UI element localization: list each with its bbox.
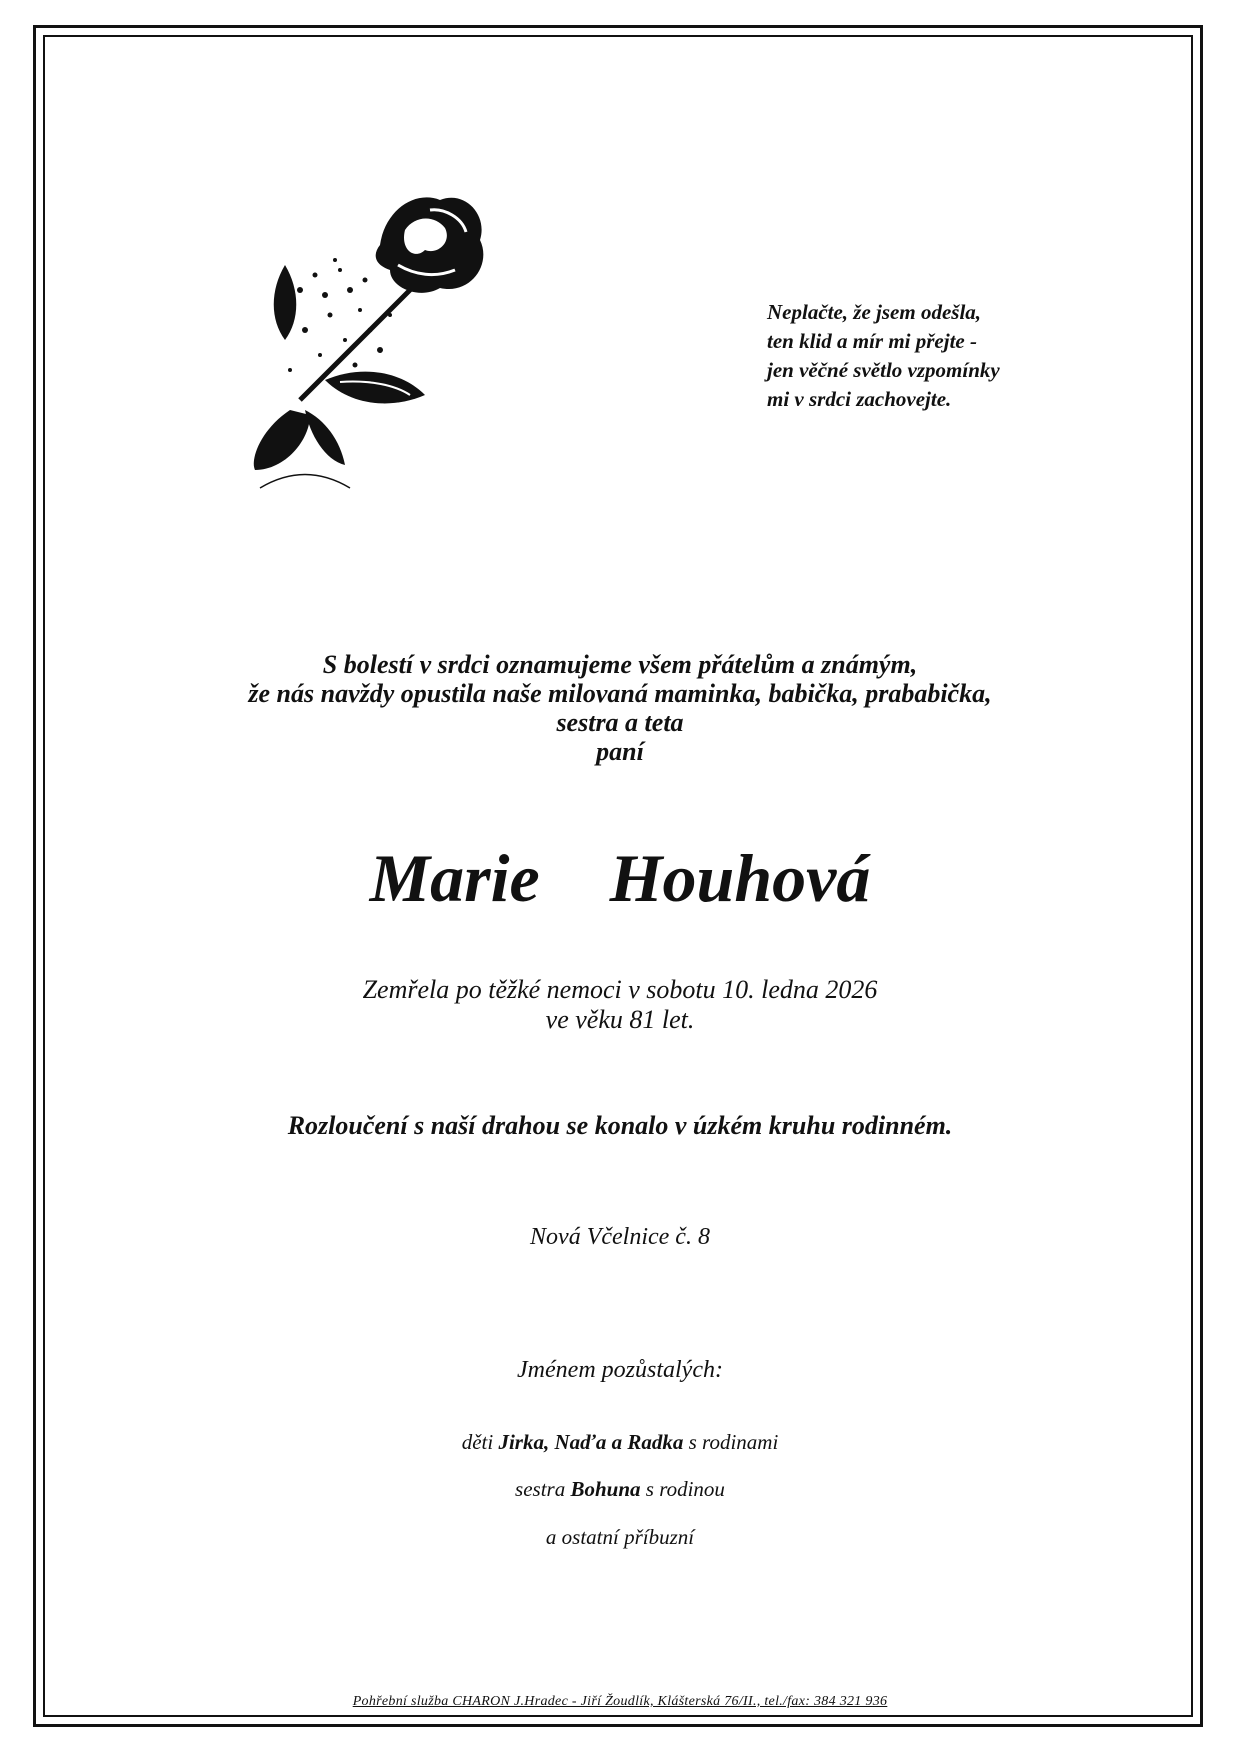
farewell-notice: Rozloučení s naší drahou se konalo v úzkém kruhu rodinném. — [287, 1111, 953, 1140]
mourner-prefix: a ostatní příbuzní — [545, 1525, 695, 1549]
mourner-suffix: s rodinou — [640, 1477, 725, 1501]
mourner-names: Bohuna — [570, 1477, 641, 1501]
mourner-line — [0, 1523, 1240, 1551]
address: Nová Včelnice č. 8 — [530, 1224, 710, 1250]
mourner-line — [0, 1428, 1240, 1456]
mourner-names: Jirka, Naďa a Radka — [498, 1430, 684, 1454]
mourner-prefix: sestra — [515, 1477, 571, 1501]
poem-line: ten klid a mír mi přejte - — [767, 329, 977, 353]
mourner-suffix: s rodinami — [683, 1430, 779, 1454]
funeral-service-footer: Pohřební služba CHARON J.Hradec - Jiří Žoudlík, Klášterská 76/II., tel./fax: 384 321 936 — [352, 1694, 888, 1709]
announcement-line: paní — [596, 737, 644, 766]
rose-icon — [230, 170, 510, 500]
poem-line: jen věčné světlo vzpomínky — [767, 358, 1000, 382]
death-age-line: ve věku 81 let. — [545, 1005, 695, 1034]
announcement — [0, 650, 1240, 766]
deceased-name: Marie Houhová — [369, 840, 871, 916]
announcement-line: sestra a teta — [556, 708, 684, 737]
death-date-line: Zemřela po těžké nemoci v sobotu 10. ledna 2026 — [362, 975, 878, 1004]
on-behalf-heading: Jménem pozůstalých: — [517, 1357, 723, 1383]
poem-line: Neplačte, že jsem odešla, — [767, 300, 982, 324]
death-info — [0, 975, 1240, 1035]
announcement-line: že nás navždy opustila naše milovaná maminka, babička, prababička, — [248, 679, 992, 708]
mourner-prefix: děti — [461, 1430, 499, 1454]
poem-line: mi v srdci zachovejte. — [767, 387, 952, 411]
memorial-poem — [767, 298, 1097, 414]
mourner-line — [0, 1475, 1240, 1503]
announcement-line: S bolestí v srdci oznamujeme všem přátelům a známým, — [322, 650, 918, 679]
